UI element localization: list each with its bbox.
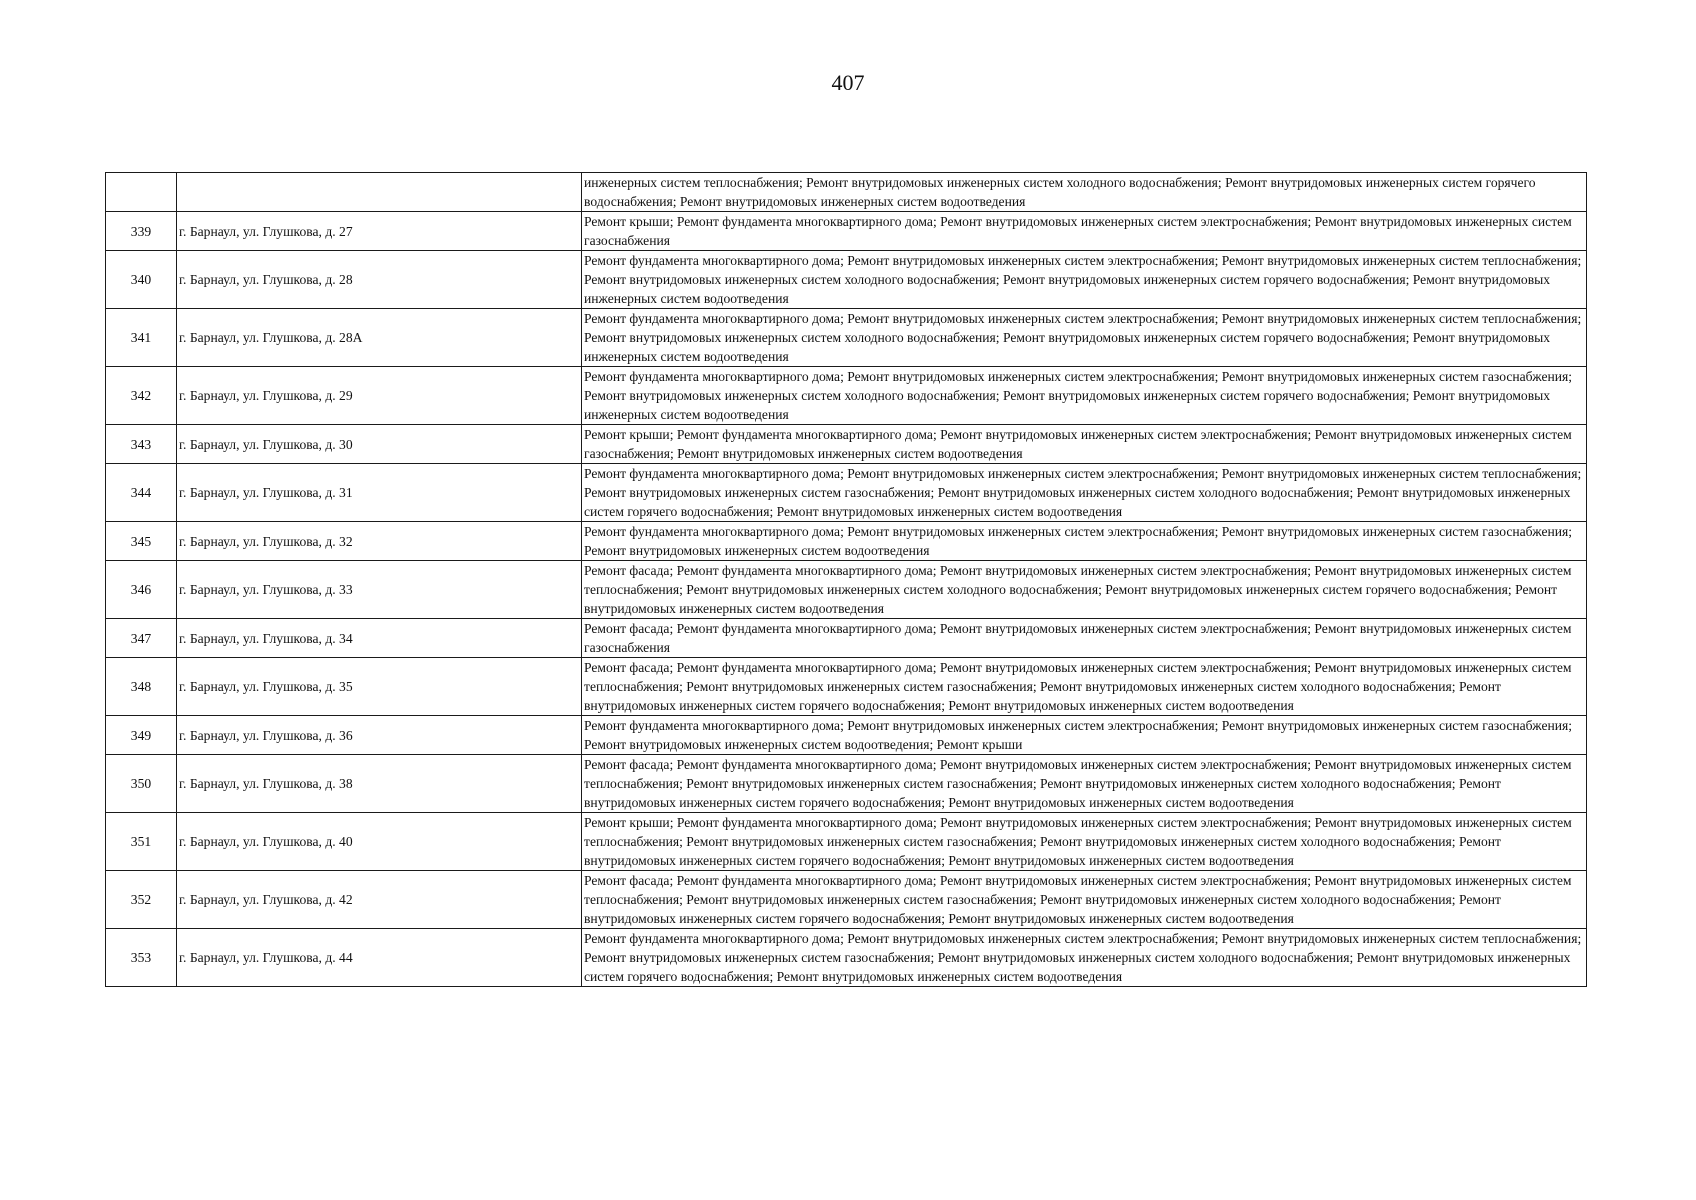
works-cell: Ремонт фундамента многоквартирного дома; Ремонт внутридомовых инженерных систем электроснабжения; Ремонт внутридомовых инженерных систем теплоснабжения; Ремонт внутридомовых инженерных систем газоснабжения; Ремонт внутридомовых инженерных систем холодного водоснабжения; Ремонт внутридомовых инженерных систем горячего водоснабжения; Ремонт внутридомовых инженерных систем водоотведения [582,929,1587,987]
table-row [106,425,1587,464]
works-cell: Ремонт фундамента многоквартирного дома; Ремонт внутридомовых инженерных систем электроснабжения; Ремонт внутридомовых инженерных систем газоснабжения; Ремонт внутридомовых инженерных систем водоотведения; Ремонт крыши [582,716,1587,755]
row-number-cell: 344 [106,464,177,522]
row-number-cell: 345 [106,522,177,561]
table-row [106,251,1587,309]
address-cell: г. Барнаул, ул. Глушкова, д. 34 [177,619,582,658]
table-row [106,716,1587,755]
works-cell: Ремонт фасада; Ремонт фундамента многоквартирного дома; Ремонт внутридомовых инженерных систем электроснабжения; Ремонт внутридомовых инженерных систем газоснабжения [582,619,1587,658]
table-row [106,173,1587,212]
table-row [106,212,1587,251]
works-cell: Ремонт фундамента многоквартирного дома; Ремонт внутридомовых инженерных систем электроснабжения; Ремонт внутридомовых инженерных систем газоснабжения; Ремонт внутридомовых инженерных систем холодного водоснабжения; Ремонт внутридомовых инженерных систем горячего водоснабжения; Ремонт внутридомовых инженерных систем водоотведения [582,367,1587,425]
address-cell: г. Барнаул, ул. Глушкова, д. 36 [177,716,582,755]
table-row [106,929,1587,987]
row-number-cell: 353 [106,929,177,987]
works-cell: Ремонт крыши; Ремонт фундамента многоквартирного дома; Ремонт внутридомовых инженерных систем электроснабжения; Ремонт внутридомовых инженерных систем теплоснабжения; Ремонт внутридомовых инженерных систем газоснабжения; Ремонт внутридомовых инженерных систем холодного водоснабжения; Ремонт внутридомовых инженерных систем горячего водоснабжения; Ремонт внутридомовых инженерных систем водоотведения [582,813,1587,871]
table-row [106,522,1587,561]
address-cell: г. Барнаул, ул. Глушкова, д. 42 [177,871,582,929]
address-cell: г. Барнаул, ул. Глушкова, д. 31 [177,464,582,522]
row-number-cell: 341 [106,309,177,367]
row-number-cell: 339 [106,212,177,251]
works-cell: Ремонт крыши; Ремонт фундамента многоквартирного дома; Ремонт внутридомовых инженерных систем электроснабжения; Ремонт внутридомовых инженерных систем газоснабжения; Ремонт внутридомовых инженерных систем водоотведения [582,425,1587,464]
table-row [106,755,1587,813]
table-row [106,813,1587,871]
row-number-cell: 340 [106,251,177,309]
works-table-body [106,173,1587,987]
row-number-cell [106,173,177,212]
row-number-cell: 350 [106,755,177,813]
table-row [106,367,1587,425]
works-cell: Ремонт фасада; Ремонт фундамента многоквартирного дома; Ремонт внутридомовых инженерных систем электроснабжения; Ремонт внутридомовых инженерных систем теплоснабжения; Ремонт внутридомовых инженерных систем газоснабжения; Ремонт внутридомовых инженерных систем холодного водоснабжения; Ремонт внутридомовых инженерных систем горячего водоснабжения; Ремонт внутридомовых инженерных систем водоотведения [582,871,1587,929]
address-cell: г. Барнаул, ул. Глушкова, д. 38 [177,755,582,813]
table-row [106,464,1587,522]
works-cell: Ремонт крыши; Ремонт фундамента многоквартирного дома; Ремонт внутридомовых инженерных систем электроснабжения; Ремонт внутридомовых инженерных систем газоснабжения [582,212,1587,251]
row-number-cell: 342 [106,367,177,425]
page-number: 407 [831,70,865,95]
works-cell: Ремонт фасада; Ремонт фундамента многоквартирного дома; Ремонт внутридомовых инженерных систем электроснабжения; Ремонт внутридомовых инженерных систем теплоснабжения; Ремонт внутридомовых инженерных систем холодного водоснабжения; Ремонт внутридомовых инженерных систем горячего водоснабжения; Ремонт внутридомовых инженерных систем водоотведения [582,561,1587,619]
works-cell: Ремонт фундамента многоквартирного дома; Ремонт внутридомовых инженерных систем электроснабжения; Ремонт внутридомовых инженерных систем газоснабжения; Ремонт внутридомовых инженерных систем водоотведения [582,522,1587,561]
works-cell: Ремонт фасада; Ремонт фундамента многоквартирного дома; Ремонт внутридомовых инженерных систем электроснабжения; Ремонт внутридомовых инженерных систем теплоснабжения; Ремонт внутридомовых инженерных систем газоснабжения; Ремонт внутридомовых инженерных систем холодного водоснабжения; Ремонт внутридомовых инженерных систем горячего водоснабжения; Ремонт внутридомовых инженерных систем водоотведения [582,658,1587,716]
address-cell: г. Барнаул, ул. Глушкова, д. 29 [177,367,582,425]
address-cell [177,173,582,212]
address-cell: г. Барнаул, ул. Глушкова, д. 28 [177,251,582,309]
table-row [106,309,1587,367]
table-row [106,658,1587,716]
row-number-cell: 352 [106,871,177,929]
table-row [106,561,1587,619]
row-number-cell: 343 [106,425,177,464]
row-number-cell: 346 [106,561,177,619]
works-cell: инженерных систем теплоснабжения; Ремонт внутридомовых инженерных систем холодного водоснабжения; Ремонт внутридомовых инженерных систем горячего водоснабжения; Ремонт внутридомовых инженерных систем водоотведения [582,173,1587,212]
works-cell: Ремонт фасада; Ремонт фундамента многоквартирного дома; Ремонт внутридомовых инженерных систем электроснабжения; Ремонт внутридомовых инженерных систем теплоснабжения; Ремонт внутридомовых инженерных систем газоснабжения; Ремонт внутридомовых инженерных систем холодного водоснабжения; Ремонт внутридомовых инженерных систем горячего водоснабжения; Ремонт внутридомовых инженерных систем водоотведения [582,755,1587,813]
works-cell: Ремонт фундамента многоквартирного дома; Ремонт внутридомовых инженерных систем электроснабжения; Ремонт внутридомовых инженерных систем теплоснабжения; Ремонт внутридомовых инженерных систем газоснабжения; Ремонт внутридомовых инженерных систем холодного водоснабжения; Ремонт внутридомовых инженерных систем горячего водоснабжения; Ремонт внутридомовых инженерных систем водоотведения [582,464,1587,522]
address-cell: г. Барнаул, ул. Глушкова, д. 40 [177,813,582,871]
row-number-cell: 347 [106,619,177,658]
table-row [106,619,1587,658]
works-table [105,172,1587,987]
row-number-cell: 349 [106,716,177,755]
works-cell: Ремонт фундамента многоквартирного дома; Ремонт внутридомовых инженерных систем электроснабжения; Ремонт внутридомовых инженерных систем теплоснабжения; Ремонт внутридомовых инженерных систем холодного водоснабжения; Ремонт внутридомовых инженерных систем горячего водоснабжения; Ремонт внутридомовых инженерных систем водоотведения [582,251,1587,309]
address-cell: г. Барнаул, ул. Глушкова, д. 44 [177,929,582,987]
address-cell: г. Барнаул, ул. Глушкова, д. 27 [177,212,582,251]
address-cell: г. Барнаул, ул. Глушкова, д. 32 [177,522,582,561]
address-cell: г. Барнаул, ул. Глушкова, д. 28А [177,309,582,367]
address-cell: г. Барнаул, ул. Глушкова, д. 30 [177,425,582,464]
works-cell: Ремонт фундамента многоквартирного дома; Ремонт внутридомовых инженерных систем электроснабжения; Ремонт внутридомовых инженерных систем теплоснабжения; Ремонт внутридомовых инженерных систем холодного водоснабжения; Ремонт внутридомовых инженерных систем горячего водоснабжения; Ремонт внутридомовых инженерных систем водоотведения [582,309,1587,367]
address-cell: г. Барнаул, ул. Глушкова, д. 35 [177,658,582,716]
row-number-cell: 351 [106,813,177,871]
address-cell: г. Барнаул, ул. Глушкова, д. 33 [177,561,582,619]
table-row [106,871,1587,929]
row-number-cell: 348 [106,658,177,716]
